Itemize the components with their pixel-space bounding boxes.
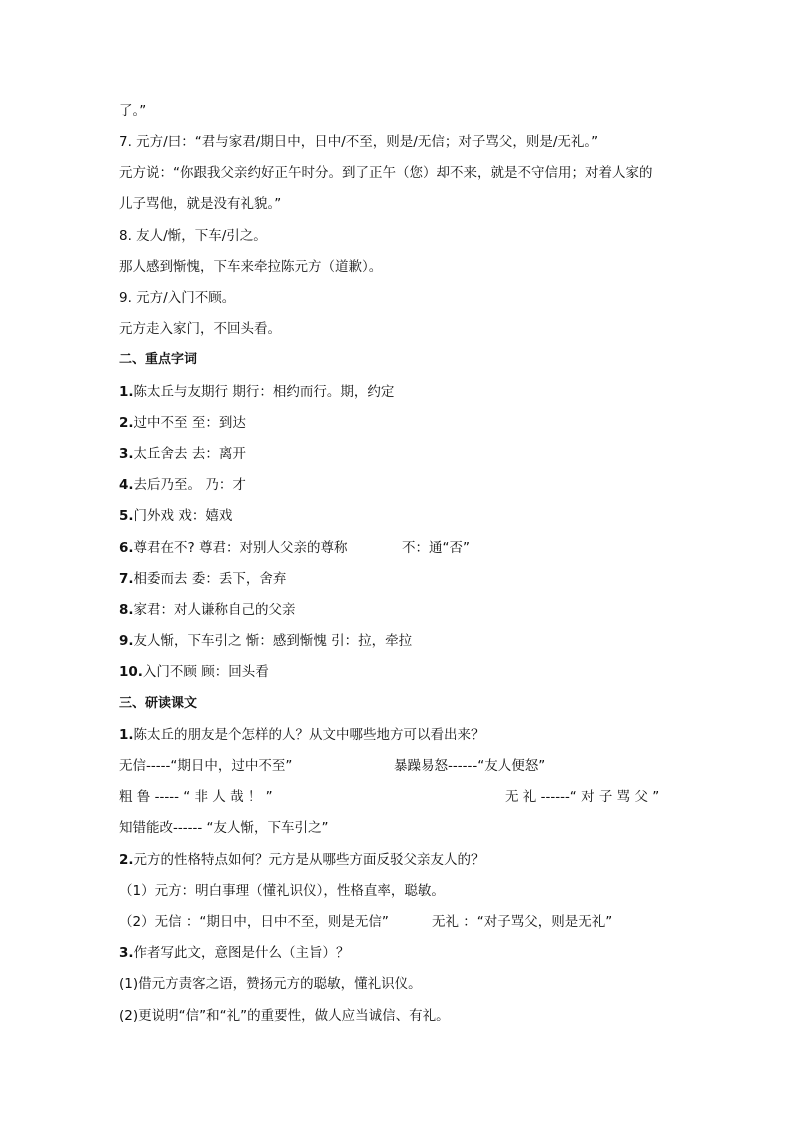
item-text: 门外戏 戏：嬉戏 [133,508,233,524]
line-text: 元方走入家门，不回头看。 [119,321,281,337]
answer-line [119,788,273,806]
answer-line [432,913,612,931]
item-number: 6. [119,540,134,556]
item-text: 友人惭，下车引之 惭：感到惭愧 引：拉，牵拉 [133,633,413,649]
text-line [119,258,382,276]
line-text: 8. 友人/惭，下车/引之。 [119,228,267,244]
answer-text: （1）元方：明白事理（懂礼识仪），性格直率，聪敏。 [119,883,445,899]
text-line [119,164,653,182]
answer-text: 无礼 ：“对子骂父，则是无礼” [432,914,613,930]
item-number: 3. [119,446,134,462]
line-text: 那人感到惭愧，下车来牵拉陈元方（道歉）。 [119,259,383,275]
item-text: 入门不顾 顾：回头看 [142,664,269,680]
item-number: 10. [119,664,143,680]
line-text: 了。” [119,103,147,119]
answer-line [119,1007,450,1025]
item-number: 2. [119,415,134,431]
answer-text: 暴躁易怒------“友人便怒” [394,758,546,774]
question-text: 陈太丘的朋友是个怎样的人？从文中哪些地方可以看出来？ [133,727,485,743]
answer-line [119,757,292,775]
text-line [119,195,281,213]
answer-text: 无信-----“期日中，过中不至” [119,758,293,774]
answer-text: 无 礼 ------“ 对 子 骂 父 ” [505,789,660,805]
vocab-item [119,601,296,619]
answer-text: (2)更说明“信”和“礼”的重要性，做人应当诚信、有礼。 [119,1008,450,1024]
vocab-item [119,414,246,432]
item-number: 9. [119,633,134,649]
item-text: 相委而去 委：丢下，舍弃 [133,571,287,587]
item-number: 8. [119,602,134,618]
answer-line [119,819,329,837]
answer-text: 粗 鲁 ----- “ 非 人 哉 ！ ” [119,789,273,805]
text-line [119,289,235,307]
item-text: 家君：对人谦称自己的父亲 [133,602,296,618]
item-text: 陈太丘与友期行 期行：相约而行。期，约定 [133,384,395,400]
item-number: 1. [119,384,134,400]
question-number: 2. [119,852,134,868]
question-number: 1. [119,727,134,743]
answer-line [119,913,389,931]
text-line [119,227,267,245]
heading-text: 二、重点字词 [119,352,198,367]
question-text: 作者写此文，意图是什么（主旨）？ [133,945,350,961]
answer-line [394,757,545,775]
item-text: 太丘舍去 去：离开 [133,446,246,462]
item-text: 过中不至 至：到达 [133,415,246,431]
answer-line [119,882,445,900]
section-heading [119,695,197,713]
note-text: 不：通“否” [402,540,470,556]
item-text: 尊君在不? 尊君：对别人父亲的尊称 [133,540,348,556]
answer-text: (1)借元方责客之语，赞扬元方的聪敏，懂礼识仪。 [119,976,422,992]
vocab-item [119,570,286,588]
vocab-item [119,632,412,650]
text-line [119,133,598,151]
text-line [119,102,146,120]
question [119,726,485,744]
section-heading [119,351,197,369]
answer-text: 知错能改------ “友人惭，下车引之” [119,820,329,836]
question [119,944,350,962]
vocab-item [119,476,246,494]
answer-line [505,788,659,806]
answer-line [119,975,422,993]
line-text: 元方说：“你跟我父亲约好正午时分。到了正午（您）却不来，就是不守信用；对着人家的 [119,165,653,181]
question-text: 元方的性格特点如何？元方是从哪些方面反驳父亲友人的？ [133,852,485,868]
vocab-item [119,383,394,401]
vocab-note [402,539,470,557]
text-line [119,320,281,338]
item-text: 去后乃至。 乃：才 [133,477,246,493]
item-number: 4. [119,477,134,493]
vocab-item [119,507,232,525]
vocab-item [119,663,269,681]
item-number: 5. [119,508,134,524]
line-text: 9. 元方/入门不顾。 [119,290,236,306]
answer-text: （2）无信 ：“期日中，日中不至，则是无信” [119,914,389,930]
question [119,851,485,869]
question-number: 3. [119,945,134,961]
heading-text: 三、研读课文 [119,696,198,711]
item-number: 7. [119,571,134,587]
vocab-item [119,445,246,463]
line-text: 7. 元方/曰：“君与家君/期日中，日中/不至，则是/无信；对子骂父，则是/无礼。” [119,134,599,150]
vocab-item [119,539,348,557]
line-text: 儿子骂他，就是没有礼貌。” [119,196,282,212]
